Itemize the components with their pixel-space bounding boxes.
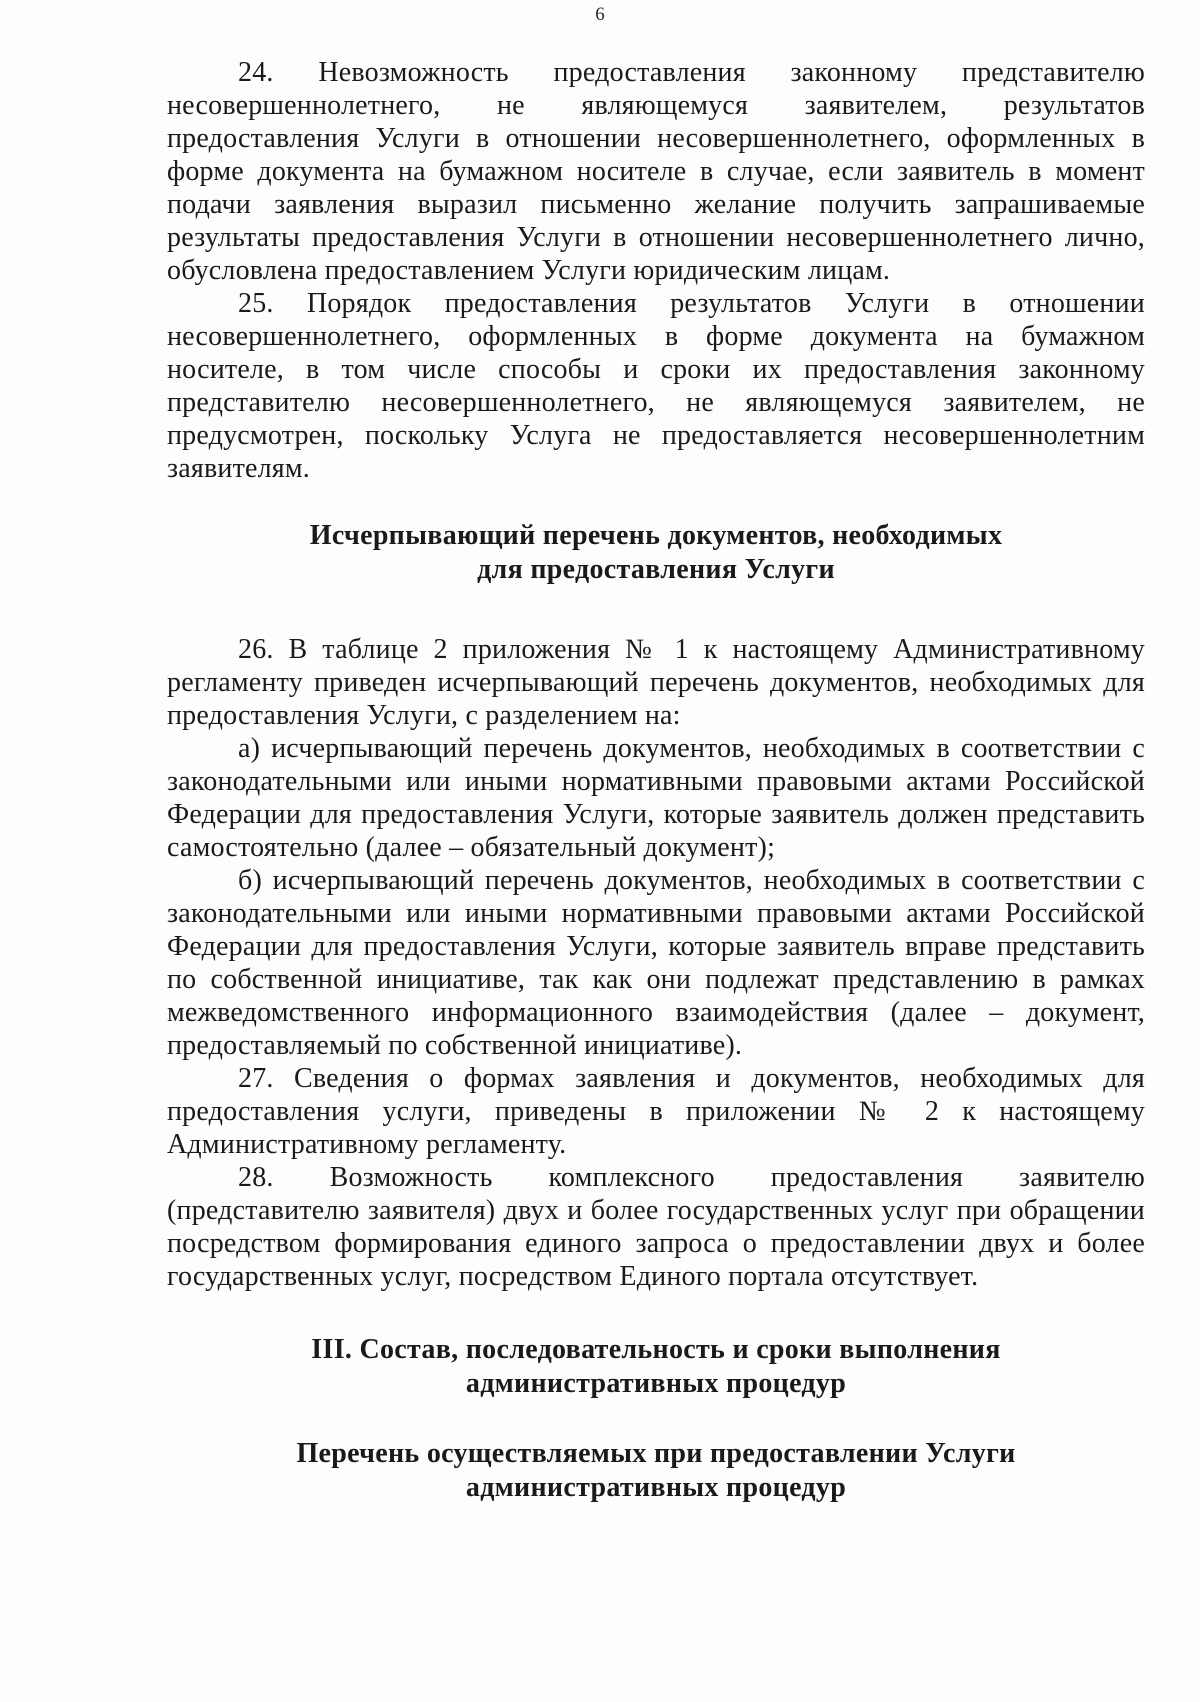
heading-procedures-list (167, 1437, 1145, 1505)
paragraph-26: 26. В таблице 2 приложения № 1 к настоящему Административному регламенту приведен исчерпывающий перечень документов, необходимых для предоставления Услуги, с разделением на: (167, 634, 1145, 731)
heading-documents-line-2: для предоставления Услуги (477, 554, 835, 585)
heading-documents-list (167, 519, 1145, 587)
heading-section-3-line-2: административных процедур (465, 1368, 847, 1399)
page-number: 6 (595, 4, 605, 25)
heading-procedures-line-2: административных процедур (465, 1472, 847, 1503)
heading-section-3-line-1: III. Состав, последовательность и сроки выполнения (311, 1334, 1001, 1365)
paragraph-25: 25. Порядок предоставления результатов Услуги в отношении несовершеннолетнего, оформленных в форме документа на бумажном носителе, в том числе способы и сроки их предоставления законному представителю несовершеннолетнего, не являющемуся заявителем, не предусмотрен, поскольку Услуга не предоставляется несовершеннолетним заявителям. (167, 288, 1145, 484)
document-body (167, 56, 1145, 1505)
paragraph-24: 24. Невозможность предоставления законному представителю несовершеннолетнего, не являющемуся заявителем, результатов предоставления Услуги в отношении несовершеннолетнего, оформленных в форме документа на бумажном носителе в случае, если заявитель в момент подачи заявления выразил письменно желание получить запрашиваемые результаты предоставления Услуги в отношении несовершеннолетнего лично, обусловлена предоставлением Услуги юридическим лицам. (167, 57, 1145, 286)
heading-section-3 (167, 1333, 1145, 1401)
paragraph-26-b: б) исчерпывающий перечень документов, необходимых в соответствии с законодательными или иными нормативными правовыми актами Российской Федерации для предоставления Услуги, которые заявитель вправе представить по собственной инициативе, так как они подлежат представлению в рамках межведомственного информационного взаимодействия (далее – документ, предоставляемый по собственной инициативе). (167, 865, 1145, 1061)
paragraph-28: 28. Возможность комплексного предоставления заявителю (представителю заявителя) двух и более государственных услуг при обращении посредством формирования единого запроса о предоставлении двух и более государственных услуг, посредством Единого портала отсутствует. (167, 1162, 1145, 1292)
heading-documents-line-1: Исчерпывающий перечень документов, необходимых (309, 520, 1003, 551)
paragraph-26-a: а) исчерпывающий перечень документов, необходимых в соответствии с законодательными или иными нормативными правовыми актами Российской Федерации для предоставления Услуги, которые заявитель должен представить самостоятельно (далее – обязательный документ); (167, 733, 1145, 863)
paragraph-27: 27. Сведения о формах заявления и документов, необходимых для предоставления услуги, приведены в приложении № 2 к настоящему Административному регламенту. (167, 1063, 1145, 1160)
heading-procedures-line-1: Перечень осуществляемых при предоставлении Услуги (296, 1438, 1016, 1469)
